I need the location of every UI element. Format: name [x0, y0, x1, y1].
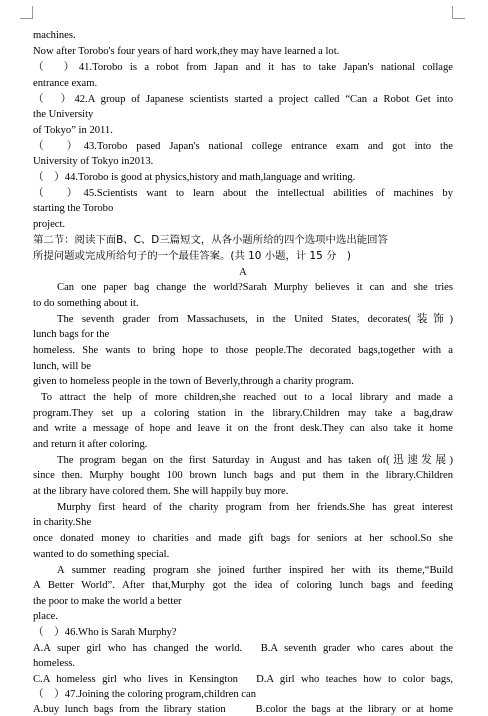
- answer-options: A.A super girl who has changed the world. B.A seventh grader who cares about the: [33, 643, 453, 654]
- question-43: （ ）43.Torobo pased Japan's national college entrance exam and got into the: [33, 141, 453, 152]
- passage-paragraph-line: to do something about it.: [33, 298, 139, 309]
- passage-paragraph-line: Can one paper bag change the world?Sarah Murphy believes it can and she tries: [57, 282, 453, 293]
- question-44: （ ）44.Torobo is good at physics,history and math,language and writing.: [33, 172, 356, 183]
- answer-options: A.buy lunch bags from the library station B.color the bags at the library or at home: [33, 704, 453, 715]
- passage-paragraph-line: Murphy first heard of the charity program from her friends.She has great interest: [57, 502, 453, 513]
- text-line: University of Tokyo in2013.: [33, 156, 154, 167]
- passage-paragraph-line: lunch, will be: [33, 361, 91, 372]
- section-instructions: 所提问题或完成所给句子的一个最佳答案。(共 10 小题，计 15 分 ): [33, 250, 351, 262]
- question-45: （ ）45.Scientists want to learn about the intellectual abilities of machines by: [33, 188, 453, 199]
- margin-corner-mark: [452, 6, 465, 19]
- passage-paragraph-line: A Better World”. After that,Murphy got the idea of coloring lunch bags and feeding: [33, 580, 453, 591]
- passage-paragraph-line: and return it after coloring.: [33, 439, 148, 450]
- passage-paragraph-line: at the library have colored them. She will happily buy more.: [33, 486, 289, 497]
- question-46: （ ）46.Who is Sarah Murphy?: [33, 627, 177, 638]
- question-42: （ ）42.A group of Japanese scientists started a project called “Can a Robot Get into: [33, 94, 453, 105]
- text-line: Now after Torobo's four years of hard work,they may have learned a lot.: [33, 46, 340, 57]
- text-line: project.: [33, 219, 66, 230]
- section-heading: 第二节：阅读下面B、C、D三篇短文，从各小题所给的四个选项中选出能回答: [33, 234, 388, 246]
- question-41: （ ）41.Torobo is a robot from Japan and it has to take Japan's national collage: [33, 62, 453, 73]
- passage-paragraph-line: lunch bags for the: [33, 329, 110, 340]
- passage-paragraph-line: To attract the help of more children,she reached out to a local library and made a: [41, 392, 453, 403]
- passage-title: A: [239, 267, 247, 278]
- text-line: machines.: [33, 30, 76, 41]
- passage-paragraph-line: in charity.She: [33, 517, 92, 528]
- answer-options: homeless.: [33, 658, 76, 669]
- passage-paragraph-line: place.: [33, 611, 58, 622]
- passage-paragraph-line: The program began on the first Saturday in August and has taken of(迅速发展): [57, 455, 453, 466]
- passage-paragraph-line: the poor to make the world a better: [33, 596, 182, 607]
- question-47: （ ）47.Joining the coloring program,children can: [33, 689, 257, 700]
- passage-paragraph-line: program.They set up a coloring station in the library.Children may take a bag,draw: [33, 408, 453, 419]
- passage-paragraph-line: wanted to do something special.: [33, 549, 170, 560]
- answer-options: C.A homeless girl who lives in Kensington D.A girl who teaches how to color bags,: [33, 674, 453, 685]
- passage-paragraph-line: The seventh grader from Massachusets, in the United States, decorates(装饰): [57, 314, 453, 325]
- margin-corner-mark: [20, 6, 33, 19]
- passage-paragraph-line: homeless. She wants to bring hope to those people.The decorated bags,together with a: [33, 345, 453, 356]
- text-line: entrance exam.: [33, 78, 98, 89]
- text-line: the University: [33, 109, 94, 120]
- text-line: starting the Torobo: [33, 203, 114, 214]
- passage-paragraph-line: and write a message of hope and leave it on the front desk.They can also take it home: [33, 423, 453, 434]
- text-line: of Tokyo” in 2011.: [33, 125, 113, 136]
- passage-paragraph-line: since then. Murphy bought 100 brown lunch bags and put them in the library.Children: [33, 470, 453, 481]
- passage-paragraph-line: given to homeless people in the town of Beverly,through a charity program.: [33, 376, 354, 387]
- passage-paragraph-line: once donated money to charities and made gift bags for seniors at her school.So she: [33, 533, 453, 544]
- passage-paragraph-line: A summer reading program she joined further inspired her with its theme,“Build: [57, 565, 453, 576]
